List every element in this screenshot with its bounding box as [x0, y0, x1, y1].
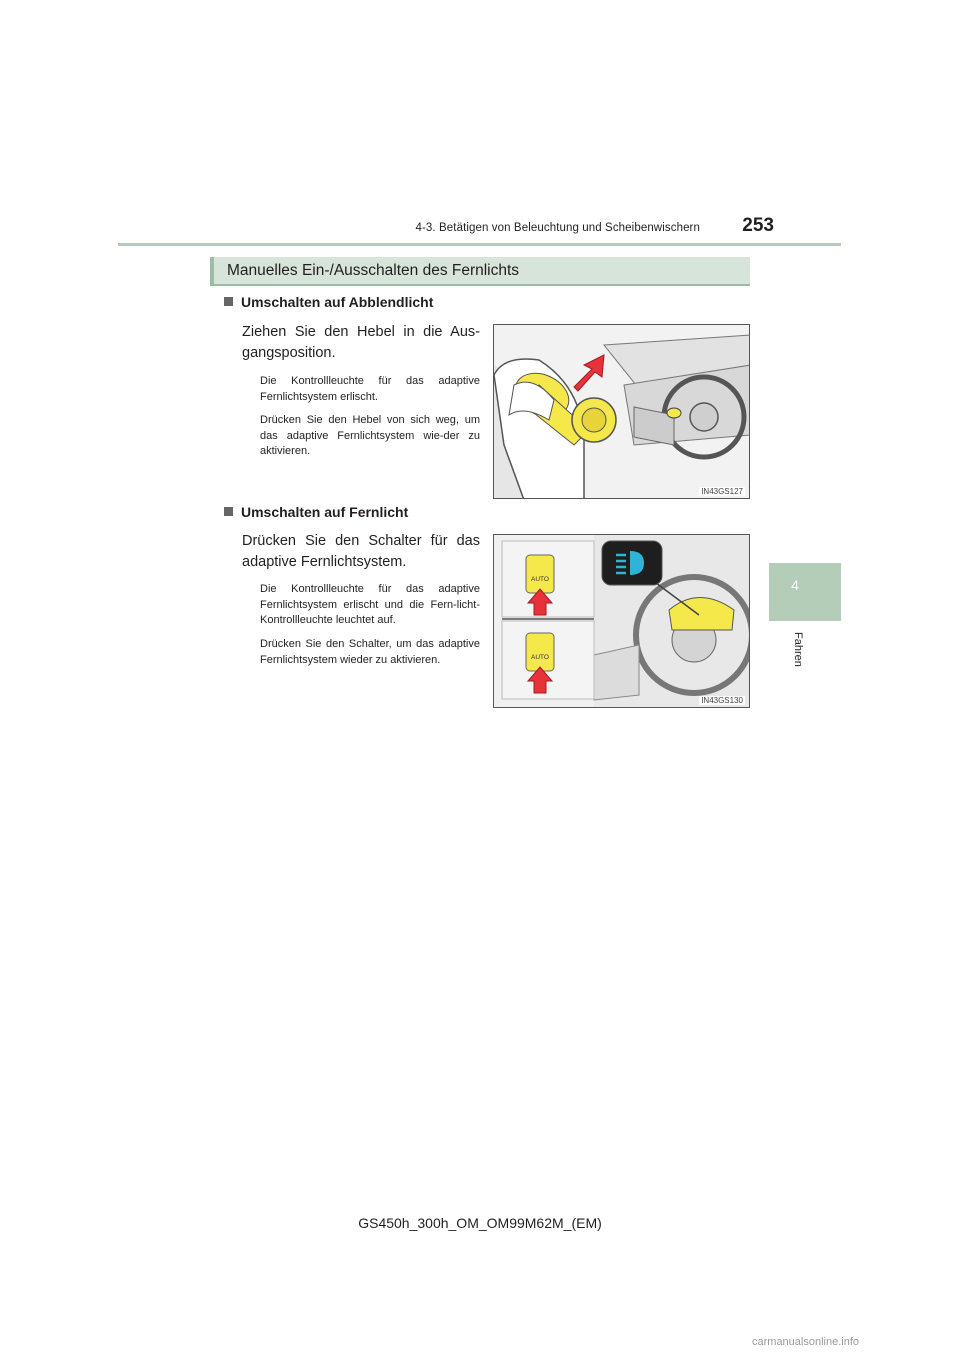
subheading-low-beam — [224, 294, 433, 310]
switch-label: AUTO — [531, 654, 549, 661]
lever-illustration — [494, 325, 750, 499]
note-text: Drücken Sie den Schalter, um das adaptive Fernlichtsystem wieder zu aktivieren. — [260, 638, 480, 666]
header-title: 4-3. Betätigen von Beleuchtung und Scheibenwischern — [415, 222, 700, 234]
section-bar — [210, 257, 750, 286]
subheading-text: Umschalten auf Fernlicht — [241, 504, 409, 520]
subheading-text: Umschalten auf Abblendlicht — [241, 294, 434, 310]
figure-code: IN43GS130 — [701, 696, 743, 705]
switch-illustration — [494, 535, 750, 708]
side-tab-label: Fahren — [792, 632, 804, 667]
side-tab-number: 4 — [791, 577, 799, 593]
note-text: Drücken Sie den Hebel von sich weg, um das adaptive Fernlichtsystem wie-der zu aktivieren. — [260, 414, 480, 457]
section-title: Manuelles Ein-/Ausschalten des Fernlichts — [227, 262, 520, 279]
instruction-text: Drücken Sie den Schalter für das adaptive Fernlichtsystem. — [242, 533, 480, 570]
footer-code: GS450h_300h_OM_OM99M62M_(EM) — [358, 1215, 602, 1231]
subheading-high-beam — [224, 504, 408, 520]
note-text: Die Kontrollleuchte für das adaptive Fernlichtsystem erlischt. — [260, 375, 480, 403]
figure-code: IN43GS127 — [701, 487, 743, 496]
figure-lever — [493, 324, 750, 499]
instruction-text: Ziehen Sie den Hebel in die Aus-gangsposition. — [242, 324, 480, 361]
note-text: Die Kontrollleuchte für das adaptive Fernlichtsystem erlischt und die Fern-licht-Kontrollleuchte leuchtet auf. — [260, 583, 480, 626]
page-number: 253 — [742, 215, 774, 236]
figure-switch — [493, 534, 750, 708]
square-bullet-icon — [224, 507, 233, 516]
watermark: carmanualsonline.info — [752, 1336, 860, 1348]
square-bullet-icon — [224, 297, 233, 306]
switch-label: AUTO — [531, 576, 549, 583]
header-rule — [118, 243, 841, 246]
